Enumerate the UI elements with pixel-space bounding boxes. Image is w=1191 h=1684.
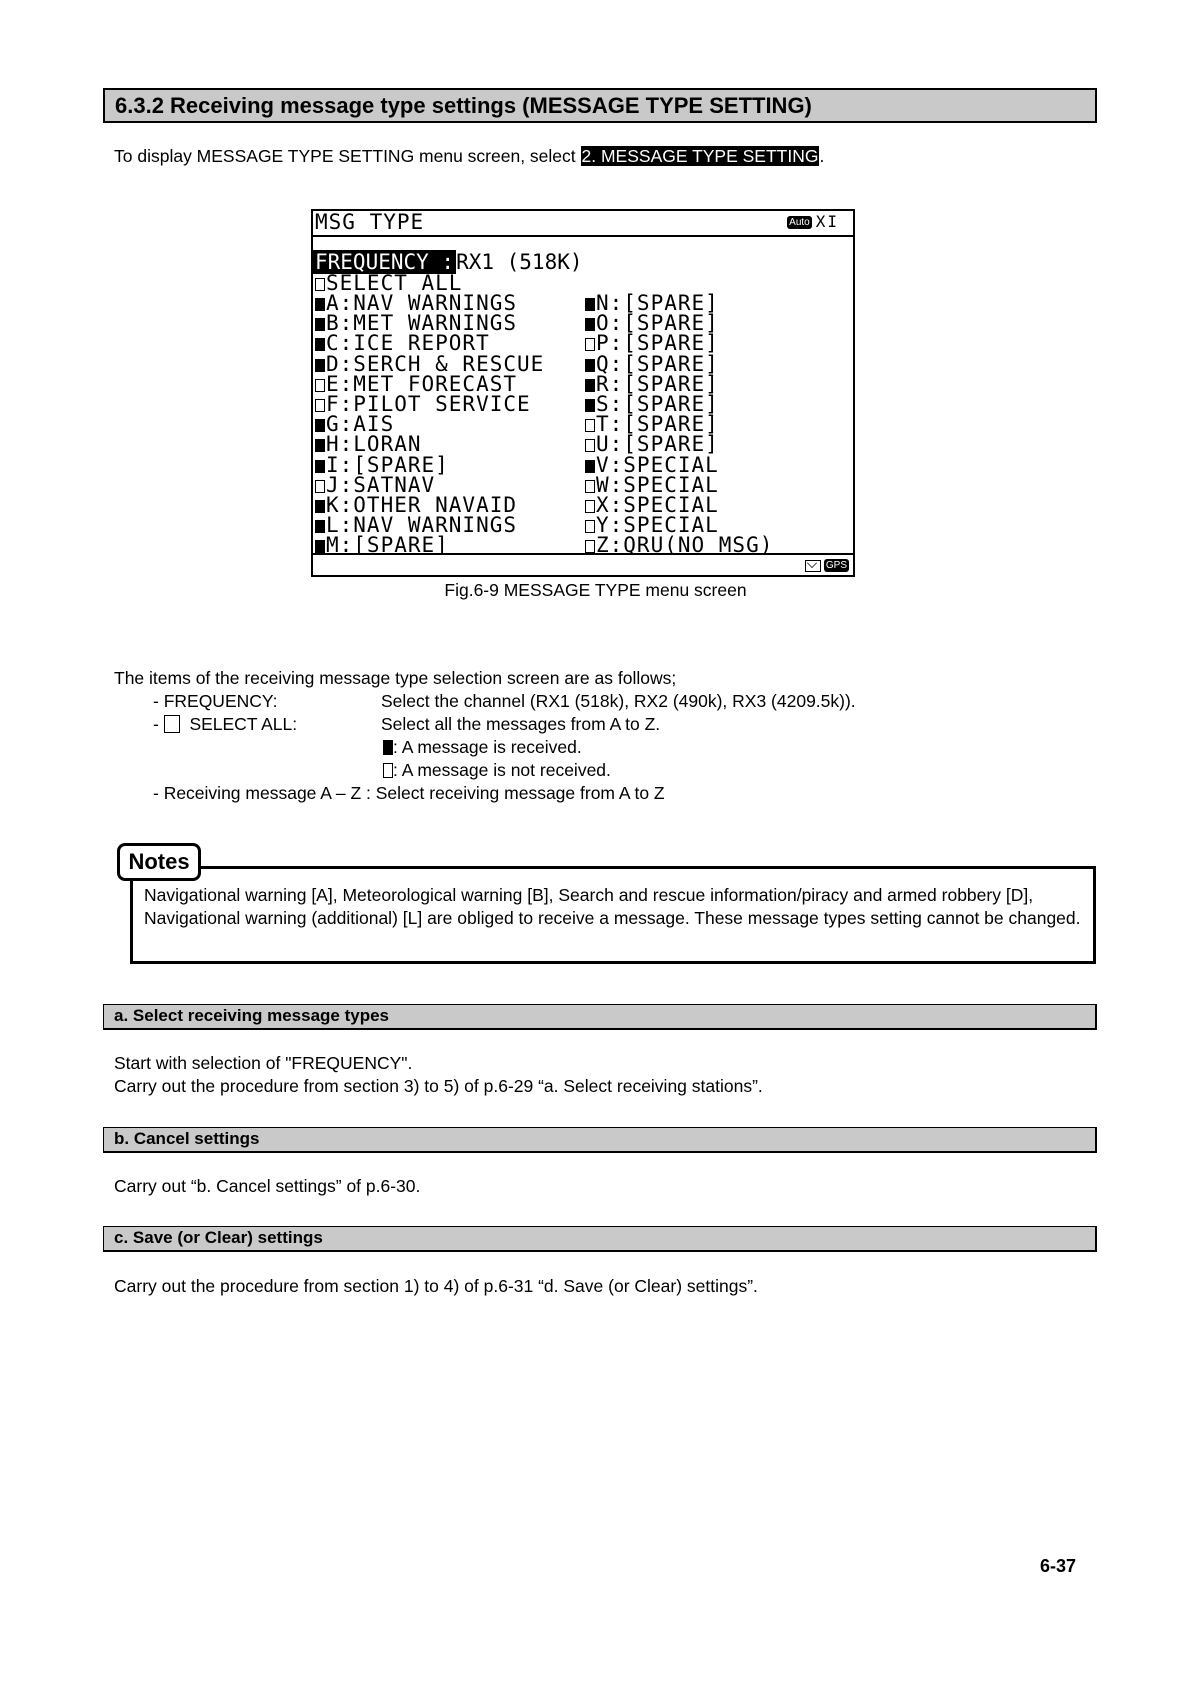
- message-type-item[interactable]: [315, 495, 517, 515]
- notes-tab: Notes: [117, 843, 201, 881]
- checked-checkbox-icon: [315, 460, 325, 473]
- screen-title: MSG TYPE: [315, 210, 425, 234]
- message-type-label: R:[SPARE]: [596, 371, 719, 396]
- message-type-item[interactable]: [315, 331, 490, 356]
- msg-type-screen: [311, 209, 855, 577]
- unchecked-checkbox-icon: [585, 419, 595, 432]
- section-title: 6.3.2 Receiving message type settings (MESSAGE TYPE SETTING): [103, 88, 1097, 123]
- checkbox-icon: [315, 278, 325, 291]
- empty-checkbox-icon: [164, 715, 180, 733]
- message-type-item[interactable]: [585, 452, 719, 477]
- filled-square-icon: [383, 740, 393, 755]
- select-all-label: SELECT ALL: [326, 271, 463, 295]
- subsection-b-title: b. Cancel settings: [103, 1127, 1097, 1153]
- message-type-item[interactable]: [585, 293, 719, 313]
- checked-checkbox-icon: [315, 419, 325, 432]
- message-type-label: G:AIS: [326, 412, 395, 437]
- unchecked-checkbox-icon: [315, 399, 325, 412]
- message-type-item[interactable]: [315, 452, 449, 477]
- checked-checkbox-icon: [315, 540, 325, 553]
- message-type-label: U:[SPARE]: [596, 432, 719, 457]
- message-type-label: S:[SPARE]: [596, 392, 719, 416]
- checked-checkbox-icon: [315, 359, 325, 372]
- message-type-label: Z:QRU(NO MSG): [596, 533, 774, 558]
- frequency-item-desc: Select the channel (RX1 (518k), RX2 (490k), RX3 (4209.5k)).: [381, 691, 856, 711]
- checked-checkbox-icon: [585, 399, 595, 412]
- message-type-item[interactable]: [315, 311, 518, 336]
- received-text: : A message is received.: [393, 737, 582, 757]
- receiving-message-line: - Receiving message A – Z : Select receiving message from A to Z: [153, 783, 665, 803]
- message-type-item[interactable]: [315, 371, 518, 396]
- message-type-label: F:PILOT SERVICE: [326, 392, 531, 416]
- unchecked-checkbox-icon: [585, 500, 595, 513]
- checked-checkbox-icon: [585, 298, 595, 311]
- unchecked-checkbox-icon: [315, 379, 325, 392]
- message-type-item[interactable]: [315, 472, 436, 497]
- message-type-label: E:MET FORECAST: [326, 371, 518, 396]
- select-all-row[interactable]: [315, 273, 462, 293]
- checked-checkbox-icon: [315, 520, 325, 533]
- message-type-label: I:[SPARE]: [326, 452, 449, 477]
- message-type-label: L:NAV WARNINGS: [326, 513, 518, 538]
- figure-caption: Fig.6-9 MESSAGE TYPE menu screen: [444, 580, 747, 600]
- message-type-label: M:[SPARE]: [326, 533, 449, 558]
- subsection-c-title: c. Save (or Clear) settings: [103, 1226, 1097, 1252]
- screen-divider: [313, 235, 853, 237]
- checked-checkbox-icon: [315, 500, 325, 513]
- message-type-item[interactable]: [585, 311, 719, 336]
- message-type-item[interactable]: [585, 371, 719, 396]
- intro-end: .: [819, 146, 825, 166]
- checked-checkbox-icon: [585, 359, 595, 372]
- unchecked-checkbox-icon: [585, 338, 595, 351]
- checked-checkbox-icon: [585, 460, 595, 473]
- received-line: [383, 736, 582, 759]
- frequency-value: RX1 (518K): [456, 250, 583, 274]
- message-type-item[interactable]: [585, 472, 719, 497]
- footer-icons: [805, 555, 849, 574]
- message-type-item[interactable]: [585, 495, 719, 515]
- message-type-label: C:ICE REPORT: [326, 331, 490, 356]
- not-received-line: [383, 759, 611, 782]
- select-all-item-text: SELECT ALL:: [189, 714, 298, 734]
- message-type-item[interactable]: [315, 351, 545, 376]
- message-type-label: W:SPECIAL: [596, 472, 719, 497]
- unchecked-checkbox-icon: [585, 540, 595, 553]
- screen-footer: [313, 553, 853, 575]
- checked-checkbox-icon: [315, 318, 325, 331]
- envelope-icon: [805, 560, 821, 572]
- message-type-label: X:SPECIAL: [596, 493, 719, 517]
- screen-mode: XI: [815, 212, 839, 231]
- message-type-item[interactable]: [315, 432, 422, 457]
- message-type-item[interactable]: [585, 331, 719, 356]
- message-type-label: B:MET WARNINGS: [326, 311, 518, 336]
- unchecked-checkbox-icon: [585, 520, 595, 533]
- message-type-label: A:NAV WARNINGS: [326, 291, 518, 315]
- subsection-a-line2: Carry out the procedure from section 3) to 5) of p.6-29 “a. Select receiving stations”.: [114, 1076, 763, 1096]
- message-type-item[interactable]: [315, 394, 531, 414]
- message-type-label: H:LORAN: [326, 432, 422, 457]
- intro-text: To display MESSAGE TYPE SETTING menu screen, select: [114, 146, 581, 166]
- select-all-prefix: -: [153, 714, 159, 734]
- message-type-item[interactable]: [315, 412, 395, 437]
- message-type-label: P:[SPARE]: [596, 331, 719, 356]
- message-type-item[interactable]: [585, 351, 719, 376]
- screen-status: [787, 212, 839, 232]
- checked-checkbox-icon: [315, 338, 325, 351]
- message-type-label: J:SATNAV: [326, 472, 436, 497]
- empty-square-icon: [383, 763, 393, 778]
- gps-badge-icon: GPS: [825, 560, 847, 571]
- message-type-item[interactable]: [585, 513, 719, 538]
- message-type-label: D:SERCH & RESCUE: [326, 351, 545, 376]
- page-number: 6-37: [1040, 1556, 1077, 1576]
- checked-checkbox-icon: [585, 379, 595, 392]
- checked-checkbox-icon: [315, 439, 325, 452]
- checked-checkbox-icon: [315, 298, 325, 311]
- items-intro: The items of the receiving message type selection screen are as follows;: [114, 668, 677, 688]
- subsection-c-line1: Carry out the procedure from section 1) to 4) of p.6-31 “d. Save (or Clear) settings”.: [114, 1276, 758, 1296]
- intro-paragraph: [114, 145, 824, 168]
- subsection-a-line1: Start with selection of "FREQUENCY".: [114, 1053, 413, 1073]
- message-type-item[interactable]: [315, 513, 518, 538]
- subsection-b-line1: Carry out “b. Cancel settings” of p.6-30.: [114, 1176, 421, 1196]
- select-all-item-desc: Select all the messages from A to Z.: [381, 714, 661, 734]
- frequency-item-label: - FREQUENCY:: [153, 691, 278, 711]
- message-type-label: T:[SPARE]: [596, 412, 719, 437]
- checked-checkbox-icon: [585, 318, 595, 331]
- unchecked-checkbox-icon: [585, 480, 595, 493]
- menu-item-highlight: 2. MESSAGE TYPE SETTING: [581, 146, 819, 166]
- subsection-a-title: a. Select receiving message types: [103, 1004, 1097, 1030]
- unchecked-checkbox-icon: [315, 480, 325, 493]
- message-type-item[interactable]: [585, 394, 719, 414]
- message-type-label: Q:[SPARE]: [596, 351, 719, 376]
- message-type-label: K:OTHER NAVAID: [326, 493, 518, 517]
- frequency-row[interactable]: [313, 251, 583, 273]
- message-type-label: N:[SPARE]: [596, 291, 719, 315]
- message-type-label: Y:SPECIAL: [596, 513, 719, 538]
- unchecked-checkbox-icon: [585, 439, 595, 452]
- message-type-item[interactable]: [315, 293, 517, 313]
- message-type-label: O:[SPARE]: [596, 311, 719, 336]
- message-type-item[interactable]: [585, 432, 719, 457]
- frequency-label: FREQUENCY :: [315, 250, 455, 274]
- message-type-item[interactable]: [585, 412, 719, 437]
- auto-badge-icon: Auto: [789, 217, 810, 228]
- select-all-item-label: [153, 713, 297, 736]
- not-received-text: : A message is not received.: [393, 760, 611, 780]
- message-type-label: V:SPECIAL: [596, 452, 719, 477]
- notes-text: Navigational warning [A], Meteorological warning [B], Search and rescue information/piracy and armed robbery [D], Navigational warning (additional) [L] are obliged to receive a message. These message types setting cannot be changed.: [144, 885, 1081, 928]
